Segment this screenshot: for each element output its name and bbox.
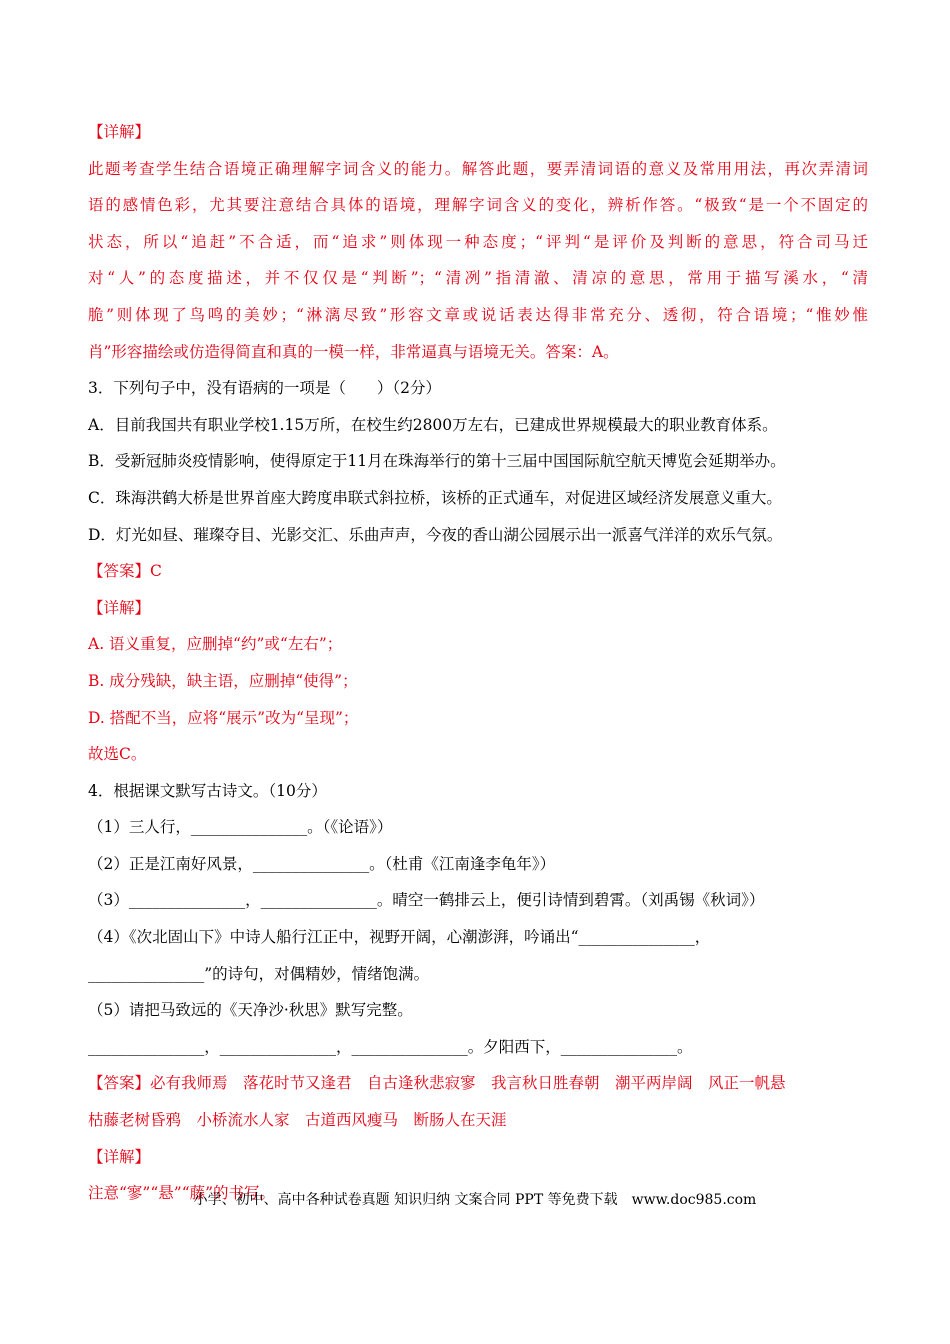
question-3-option-a: A．目前我国共有职业学校1.15万所，在校生约2800万左右，已建成世界规模最大的职业教育体系。	[88, 415, 778, 434]
detail-line: 脆”则体现了鸟鸣的美妙；“淋漓尽致”形容文章或说话表达得非常充分、透彻，符合语境；“惟妙惟	[88, 305, 868, 324]
question-4-stem: 4．根据课文默写古诗文。（10分）	[88, 781, 327, 800]
question-4-item-2: （2）正是江南好风景，_______________。（杜甫《江南逢李龟年》）	[88, 854, 556, 873]
question-3-answer: 【答案】C	[88, 562, 162, 581]
page-footer: 小学、初中、高中各种试卷真题 知识归纳 文案合同 PPT 等免费下载 www.doc985.com	[193, 1192, 757, 1208]
detail-line: 肖”形容描绘或仿造得简直和真的一模一样，非常逼真与语境无关。答案：A。	[88, 342, 619, 361]
detail-line: 此题考查学生结合语境正确理解字词含义的能力。解答此题，要弄清词语的意义及常用用法，再次弄清词	[88, 159, 868, 178]
question-3-stem: 3．下列句子中，没有语病的一项是（ ）（2分）	[88, 379, 441, 398]
question-4-item-3: （3）_______________，_______________。晴空一鹤排云上，便引诗情到碧霄。（刘禹锡《秋词》）	[88, 891, 765, 910]
detail-line: 状态，所以“追赶”不合适，而“追求”则体现一种态度；“评判“是评价及判断的意思，符合司马迁	[88, 232, 868, 251]
question-4-item-4-cont: _______________”的诗句，对偶精妙，情绪饱满。	[88, 964, 430, 983]
detail-heading-2: 【详解】	[88, 598, 151, 617]
question-3-explain-b: B. 成分残缺，缺主语，应删掉“使得”；	[88, 671, 358, 690]
detail-heading-3: 【详解】	[88, 1147, 151, 1166]
detail-heading-1: 【详解】	[88, 123, 151, 141]
question-3-option-c: C．珠海洪鹤大桥是世界首座大跨度串联式斜拉桥，该桥的正式通车，对促进区域经济发展意义重大。	[88, 488, 782, 507]
question-3-conclusion: 故选C。	[88, 745, 147, 764]
question-4-item-5-blanks: _______________，_______________，_______________。夕阳西下，_______________。	[88, 1037, 693, 1056]
question-3-option-b: B．受新冠肺炎疫情影响，使得原定于11月在珠海举行的第十三届中国国际航空航天博览会延期举办。	[88, 452, 786, 471]
question-3-explain-d: D. 搭配不当，应将“展示”改为“呈现”；	[88, 708, 359, 727]
question-3-explain-a: A. 语义重复，应删掉“约”或“左右”；	[88, 635, 343, 654]
question-4-item-4: （4）《次北固山下》中诗人船行江正中，视野开阔，心潮澎湃，吟诵出“_______________，	[88, 928, 711, 947]
question-4-explain: 注意“寥”“悬”“藤”的书写。	[88, 1184, 276, 1203]
question-3-option-d: D．灯光如昼、璀璨夺目、光影交汇、乐曲声声，今夜的香山湖公园展示出一派喜气洋洋的欢乐气氛。	[88, 525, 783, 544]
document-page	[88, 114, 868, 1212]
question-4-item-5: （5）请把马致远的《天净沙·秋思》默写完整。	[88, 1001, 413, 1020]
question-4-answer-line-1: 【答案】必有我师焉 落花时节又逢君 自古逢秋悲寂寥 我言秋日胜春朝 潮平两岸阔 风正一帆悬	[88, 1074, 786, 1093]
detail-line: 对“人”的态度描述，并不仅仅是“判断”；“清冽”指清澈、清凉的意思，常用于描写溪水，“清	[88, 269, 868, 288]
question-4-item-1: （1）三人行，_______________。（《论语》）	[88, 818, 393, 837]
detail-line: 语的感情色彩，尤其要注意结合具体的语境，理解字词含义的变化，辨析作答。“极致“是一个不固定的	[88, 196, 868, 215]
question-4-answer-line-2: 枯藤老树昏鸦 小桥流水人家 古道西风瘦马 断肠人在天涯	[88, 1111, 507, 1130]
